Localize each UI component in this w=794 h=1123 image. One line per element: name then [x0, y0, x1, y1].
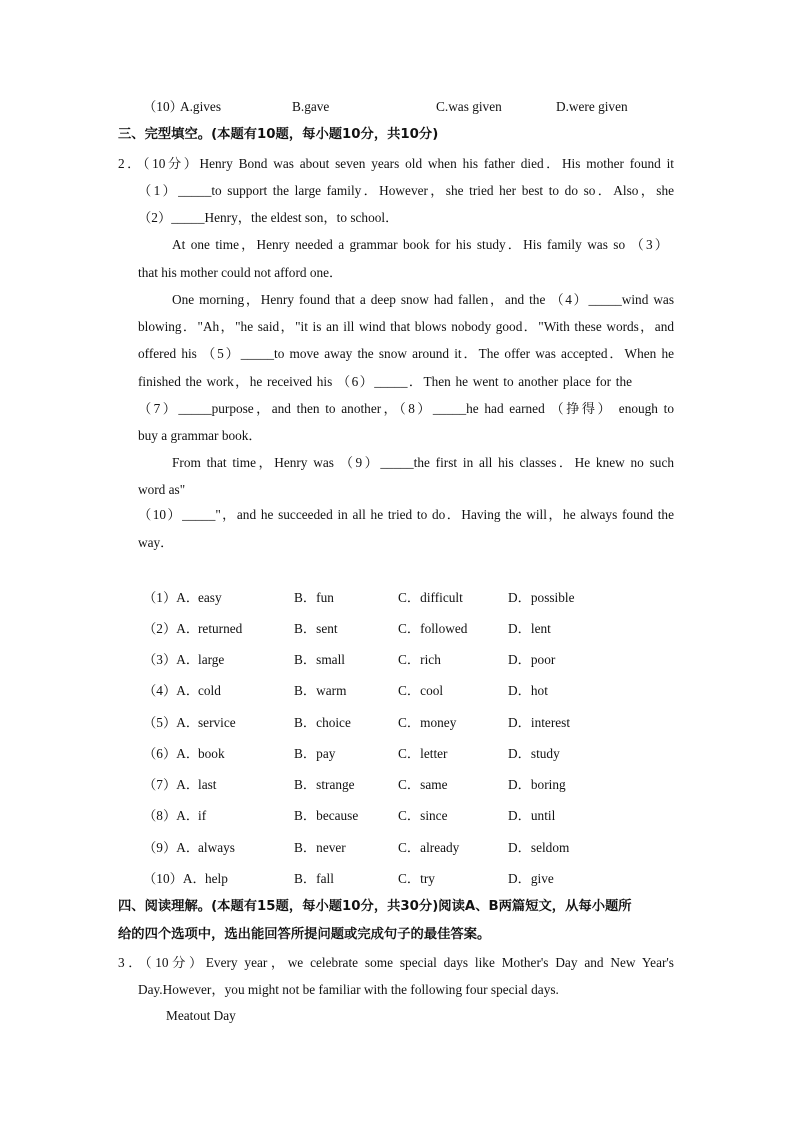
q3-line2: Day.However，you might not be familiar with the following four special days. — [138, 982, 559, 997]
option-c: C．rich — [398, 652, 441, 667]
section-4-heading-line1: 四、阅读理解。(本题有15题，每小题10分，共30分)阅读A、B两篇短文，从每小题所 — [118, 899, 632, 914]
option-b: B．warm — [294, 683, 347, 698]
section-3-heading: 三、完型填空。(本题有10题，每小题10分，共10分) — [118, 127, 439, 142]
option-b: B．pay — [294, 746, 336, 761]
option-d: D．hot — [508, 683, 548, 698]
q2-para3-line6: buy a grammar book． — [138, 428, 262, 443]
option-a: easy — [198, 590, 222, 605]
section-4-heading-line2: 给的四个选项中，选出能回答所提问题或完成句子的最佳答案。 — [118, 927, 491, 942]
option-d: D．study — [508, 746, 560, 761]
option-number: （3）A． — [143, 652, 200, 667]
option-b: B．fall — [294, 871, 334, 886]
option-number: （5）A． — [143, 715, 200, 730]
q2-para3-line2: blowing．"Ah，"he said，"it is an ill wind that blows nobody good．"With these words，and — [138, 319, 674, 334]
option-d: D．lent — [508, 621, 551, 636]
option-b: B．sent — [294, 621, 338, 636]
option-c: C．letter — [398, 746, 448, 761]
q1-option-d: D.were given — [556, 99, 628, 114]
option-a: returned — [198, 621, 243, 636]
option-number: （10）A． — [143, 871, 206, 886]
option-a: if — [198, 808, 207, 823]
q2-para4-line1: From that time，Henry was （9）_____the first in all his classes．He knew no such — [172, 455, 674, 470]
option-b: B．never — [294, 840, 346, 855]
q2-para3-line3: offered his （5）_____to move away the snow around it．The offer was accepted．When he — [138, 346, 674, 361]
option-d: D．possible — [508, 590, 575, 605]
option-a: large — [198, 652, 225, 667]
option-number: （7）A． — [143, 777, 200, 792]
q3-subtitle: Meatout Day — [166, 1008, 236, 1023]
q2-para2-line1: At one time，Henry needed a grammar book for his study．His family was so （3） — [172, 237, 668, 252]
q1-option-a: A.gives — [180, 99, 221, 114]
q2-para1-line1: 2．（10分）Henry Bond was about seven years old when his father died．His mother found it — [118, 156, 674, 171]
option-d: D．interest — [508, 715, 571, 730]
option-number: （1）A． — [143, 590, 200, 605]
option-a: help — [205, 871, 228, 886]
q2-para3-line5: （7）_____purpose，and then to another，（8）_____he had earned （挣得） enough to — [138, 401, 674, 416]
option-c: C．since — [398, 808, 448, 823]
option-a: always — [198, 840, 235, 855]
option-number: （6）A． — [143, 746, 200, 761]
option-a: cold — [198, 683, 221, 698]
option-d: D．seldom — [508, 840, 570, 855]
option-d: D．give — [508, 871, 554, 886]
option-b: B．strange — [294, 777, 355, 792]
q3-line1: 3．（10分）Every year，we celebrate some special days like Mother's Day and New Year's — [118, 955, 674, 970]
option-c: C．try — [398, 871, 435, 886]
option-b: B．choice — [294, 715, 351, 730]
option-c: C．difficult — [398, 590, 463, 605]
q2-para4-line4: way． — [138, 535, 174, 550]
q1-option-number: （10） — [143, 99, 183, 114]
option-a: service — [198, 715, 236, 730]
option-a: book — [198, 746, 225, 761]
q2-para4-line2: word as" — [138, 482, 186, 497]
option-number: （4）A． — [143, 683, 200, 698]
q1-option-c: C.was given — [436, 99, 502, 114]
option-number: （8）A． — [143, 808, 200, 823]
q2-para1-line3: （2）_____Henry，the eldest son，to school． — [138, 210, 399, 225]
q2-para4-line3: （10）_____"，and he succeeded in all he tried to do．Having the will，he always found the — [138, 507, 674, 522]
option-b: B．fun — [294, 590, 334, 605]
q2-para1-line2: （1）_____to support the large family．However，she tried her best to do so．Also，she — [138, 183, 674, 198]
option-d: D．until — [508, 808, 556, 823]
option-c: C．same — [398, 777, 448, 792]
option-c: C．followed — [398, 621, 468, 636]
option-d: D．poor — [508, 652, 556, 667]
option-b: B．small — [294, 652, 345, 667]
option-c: C．already — [398, 840, 460, 855]
q2-para2-line2: that his mother could not afford one． — [138, 265, 343, 280]
option-c: C．cool — [398, 683, 444, 698]
q2-para3-line1: One morning，Henry found that a deep snow had fallen，and the （4）_____wind was — [172, 292, 674, 307]
option-b: B．because — [294, 808, 359, 823]
q2-para3-line4: finished the work，he received his （6）_____．Then he went to another place for the — [138, 374, 632, 389]
option-c: C．money — [398, 715, 457, 730]
option-d: D．boring — [508, 777, 566, 792]
option-a: last — [198, 777, 217, 792]
q1-option-b: B.gave — [292, 99, 330, 114]
option-number: （2）A． — [143, 621, 200, 636]
option-number: （9）A． — [143, 840, 200, 855]
